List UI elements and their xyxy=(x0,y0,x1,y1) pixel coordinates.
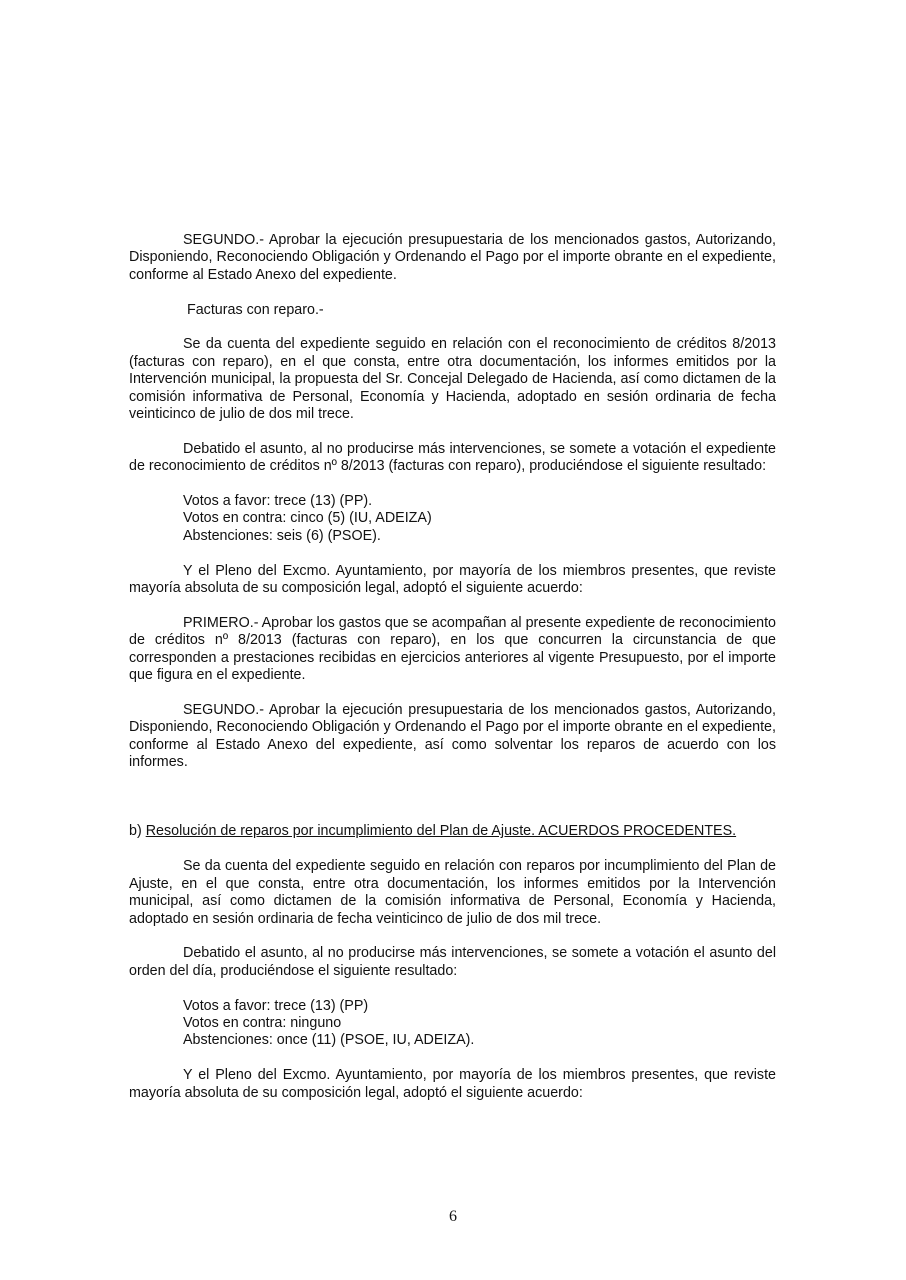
paragraph-cuenta-1: Se da cuenta del expediente seguido en relación con el reconocimiento de créditos 8/2013 (facturas con reparo), en el que consta, entre otra documentación, los informes emitidos por la Intervención municipal, la propuesta del Sr. Concejal Delegado de Hacienda, así como dictamen de la comisión informativa de Personal, Economía y Hacienda, adoptado en sesión ordinaria de fecha veinticinco de julio de dos mil trece. xyxy=(129,336,776,423)
votes-contra: Votos en contra: cinco (5) (IU, ADEIZA) xyxy=(183,510,432,527)
page-number: 6 xyxy=(449,1208,457,1225)
paragraph-debatido-1: Debatido el asunto, al no producirse más intervenciones, se somete a votación el expediente de reconocimiento de créditos nº 8/2013 (facturas con reparo), produciéndose el siguiente resultado: xyxy=(129,440,776,475)
votes-favor: Votos a favor: trece (13) (PP) xyxy=(183,997,369,1014)
paragraph-pleno-2: Y el Pleno del Excmo. Ayuntamiento, por mayoría de los miembros presentes, que reviste mayoría absoluta de su composición legal, adoptó el siguiente acuerdo: xyxy=(129,1067,776,1101)
section-b-prefix: b) xyxy=(129,823,146,840)
paragraph-primero: PRIMERO.- Aprobar los gastos que se acompañan al presente expediente de reconocimiento de créditos nº 8/2013 (facturas con reparo), en los que concurren la circunstancia de que corresponden a prestaciones recibidas en ejercicios anteriores al vigente Presupuesto, por el importe que figura en el expediente. xyxy=(129,614,776,684)
vote-results-2 xyxy=(129,998,776,1050)
facturas-heading: Facturas con reparo.- xyxy=(187,301,324,318)
paragraph-segundo-1: SEGUNDO.- Aprobar la ejecución presupuestaria de los mencionados gastos, Autorizando, Disponiendo, Reconociendo Obligación y Ordenando el Pago por el importe obrante en el expediente, conforme al Estado Anexo del expediente. xyxy=(129,232,776,283)
votes-abstenciones: Abstenciones: once (11) (PSOE, IU, ADEIZA). xyxy=(183,1032,475,1049)
document-body xyxy=(129,232,776,1102)
paragraph-cuenta-2: Se da cuenta del expediente seguido en relación con reparos por incumplimiento del Plan de Ajuste, en el que consta, entre otra documentación, los informes emitidos por la Intervención municipal, así como dictamen de la comisión informativa de Personal, Economía y Hacienda, adoptado en sesión ordinaria de fecha veinticinco de julio de dos mil trece. xyxy=(129,858,776,927)
votes-contra: Votos en contra: ninguno xyxy=(183,1014,342,1031)
section-b-title: Resolución de reparos por incumplimiento del Plan de Ajuste. ACUERDOS PROCEDENTES. xyxy=(145,823,737,840)
paragraph-pleno-1: Y el Pleno del Excmo. Ayuntamiento, por mayoría de los miembros presentes, que reviste mayoría absoluta de su composición legal, adoptó el siguiente acuerdo: xyxy=(129,562,776,597)
paragraph-debatido-2: Debatido el asunto, al no producirse más intervenciones, se somete a votación el asunto del orden del día, produciéndose el siguiente resultado: xyxy=(129,945,776,979)
votes-abstenciones: Abstenciones: seis (6) (PSOE). xyxy=(183,527,381,544)
paragraph-segundo-2: SEGUNDO.- Aprobar la ejecución presupuestaria de los mencionados gastos, Autorizando, Disponiendo, Reconociendo Obligación y Ordenando el Pago por el importe obrante en el expediente, conforme al Estado Anexo del expediente, así como solventar los reparos de acuerdo con los informes. xyxy=(129,701,776,771)
vote-results-1 xyxy=(129,493,776,545)
section-b-heading xyxy=(129,823,776,840)
votes-favor: Votos a favor: trece (13) (PP). xyxy=(183,493,373,510)
